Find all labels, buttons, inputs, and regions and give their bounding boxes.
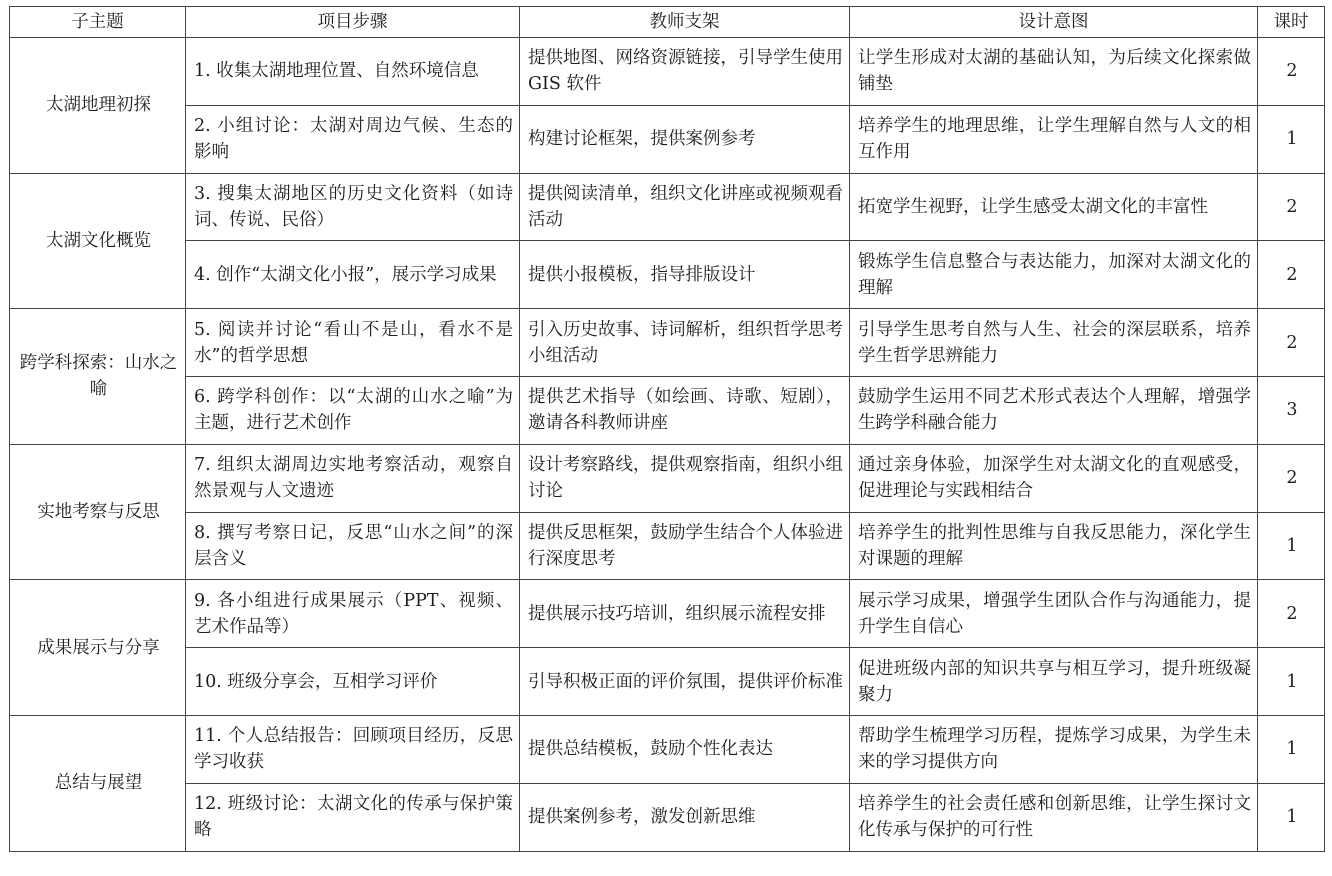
support-cell: 引导积极正面的评价氛围，提供评价标准 [520,648,850,716]
header-design-intent: 设计意图 [850,7,1258,38]
step-cell: 12. 班级讨论：太湖文化的传承与保护策略 [186,783,520,851]
intent-cell: 鼓励学生运用不同艺术形式表达个人理解，增强学生跨学科融合能力 [850,376,1258,444]
subtopic-cell: 总结与展望 [10,715,186,851]
table-row [10,173,1325,241]
support-cell: 提供展示技巧培训，组织展示流程安排 [520,580,850,648]
subtopic-cell: 成果展示与分享 [10,580,186,716]
intent-cell: 培养学生的社会责任感和创新思维，让学生探讨文化传承与保护的可行性 [850,783,1258,851]
hours-cell: 2 [1258,309,1325,377]
hours-cell: 2 [1258,444,1325,512]
header-project-steps: 项目步骤 [186,7,520,38]
step-cell: 1. 收集太湖地理位置、自然环境信息 [186,38,520,106]
subtopic-cell: 太湖文化概览 [10,173,186,309]
step-cell: 9. 各小组进行成果展示（PPT、视频、艺术作品等） [186,580,520,648]
hours-cell: 3 [1258,376,1325,444]
table-row [10,105,1325,173]
hours-cell: 1 [1258,512,1325,580]
step-cell: 3. 搜集太湖地区的历史文化资料（如诗词、传说、民俗） [186,173,520,241]
hours-cell: 1 [1258,105,1325,173]
intent-cell: 锻炼学生信息整合与表达能力，加深对太湖文化的理解 [850,241,1258,309]
support-cell: 提供艺术指导（如绘画、诗歌、短剧），邀请各科教师讲座 [520,376,850,444]
support-cell: 提供总结模板，鼓励个性化表达 [520,715,850,783]
step-cell: 10. 班级分享会，互相学习评价 [186,648,520,716]
intent-cell: 促进班级内部的知识共享与相互学习，提升班级凝聚力 [850,648,1258,716]
table-row [10,376,1325,444]
step-cell: 7. 组织太湖周边实地考察活动，观察自然景观与人文遗迹 [186,444,520,512]
step-cell: 5. 阅读并讨论“看山不是山，看水不是水”的哲学思想 [186,309,520,377]
step-cell: 11. 个人总结报告：回顾项目经历，反思学习收获 [186,715,520,783]
hours-cell: 1 [1258,715,1325,783]
intent-cell: 通过亲身体验，加深学生对太湖文化的直观感受，促进理论与实践相结合 [850,444,1258,512]
header-teacher-scaffold: 教师支架 [520,7,850,38]
support-cell: 设计考察路线，提供观察指南，组织小组讨论 [520,444,850,512]
step-cell: 4. 创作“太湖文化小报”，展示学习成果 [186,241,520,309]
hours-cell: 2 [1258,580,1325,648]
hours-cell: 2 [1258,173,1325,241]
project-plan-table [9,6,1325,852]
table-row [10,241,1325,309]
step-cell: 2. 小组讨论：太湖对周边气候、生态的影响 [186,105,520,173]
intent-cell: 培养学生的地理思维，让学生理解自然与人文的相互作用 [850,105,1258,173]
step-cell: 8. 撰写考察日记，反思“山水之间”的深层含义 [186,512,520,580]
intent-cell: 拓宽学生视野，让学生感受太湖文化的丰富性 [850,173,1258,241]
header-row [10,7,1325,38]
header-class-hours: 课时 [1258,7,1325,38]
table-row [10,309,1325,377]
hours-cell: 2 [1258,38,1325,106]
intent-cell: 帮助学生梳理学习历程，提炼学习成果，为学生未来的学习提供方向 [850,715,1258,783]
table-row [10,38,1325,106]
table-row [10,512,1325,580]
intent-cell: 让学生形成对太湖的基础认知，为后续文化探索做铺垫 [850,38,1258,106]
table-row [10,648,1325,716]
subtopic-cell: 跨学科探索：山水之喻 [10,309,186,445]
hours-cell: 1 [1258,648,1325,716]
support-cell: 提供反思框架，鼓励学生结合个人体验进行深度思考 [520,512,850,580]
support-cell: 提供案例参考，激发创新思维 [520,783,850,851]
support-cell: 引入历史故事、诗词解析，组织哲学思考小组活动 [520,309,850,377]
document-page [9,6,1325,852]
intent-cell: 引导学生思考自然与人生、社会的深层联系，培养学生哲学思辨能力 [850,309,1258,377]
support-cell: 提供地图、网络资源链接，引导学生使用 GIS 软件 [520,38,850,106]
table-body [10,38,1325,852]
subtopic-cell: 实地考察与反思 [10,444,186,580]
step-cell: 6. 跨学科创作：以“太湖的山水之喻”为主题，进行艺术创作 [186,376,520,444]
table-row [10,783,1325,851]
subtopic-cell: 太湖地理初探 [10,38,186,174]
intent-cell: 展示学习成果，增强学生团队合作与沟通能力，提升学生自信心 [850,580,1258,648]
header-subtopic: 子主题 [10,7,186,38]
support-cell: 提供阅读清单，组织文化讲座或视频观看活动 [520,173,850,241]
table-row [10,444,1325,512]
intent-cell: 培养学生的批判性思维与自我反思能力，深化学生对课题的理解 [850,512,1258,580]
table-row [10,715,1325,783]
support-cell: 提供小报模板，指导排版设计 [520,241,850,309]
support-cell: 构建讨论框架，提供案例参考 [520,105,850,173]
hours-cell: 1 [1258,783,1325,851]
table-row [10,580,1325,648]
hours-cell: 2 [1258,241,1325,309]
table-header [10,7,1325,38]
